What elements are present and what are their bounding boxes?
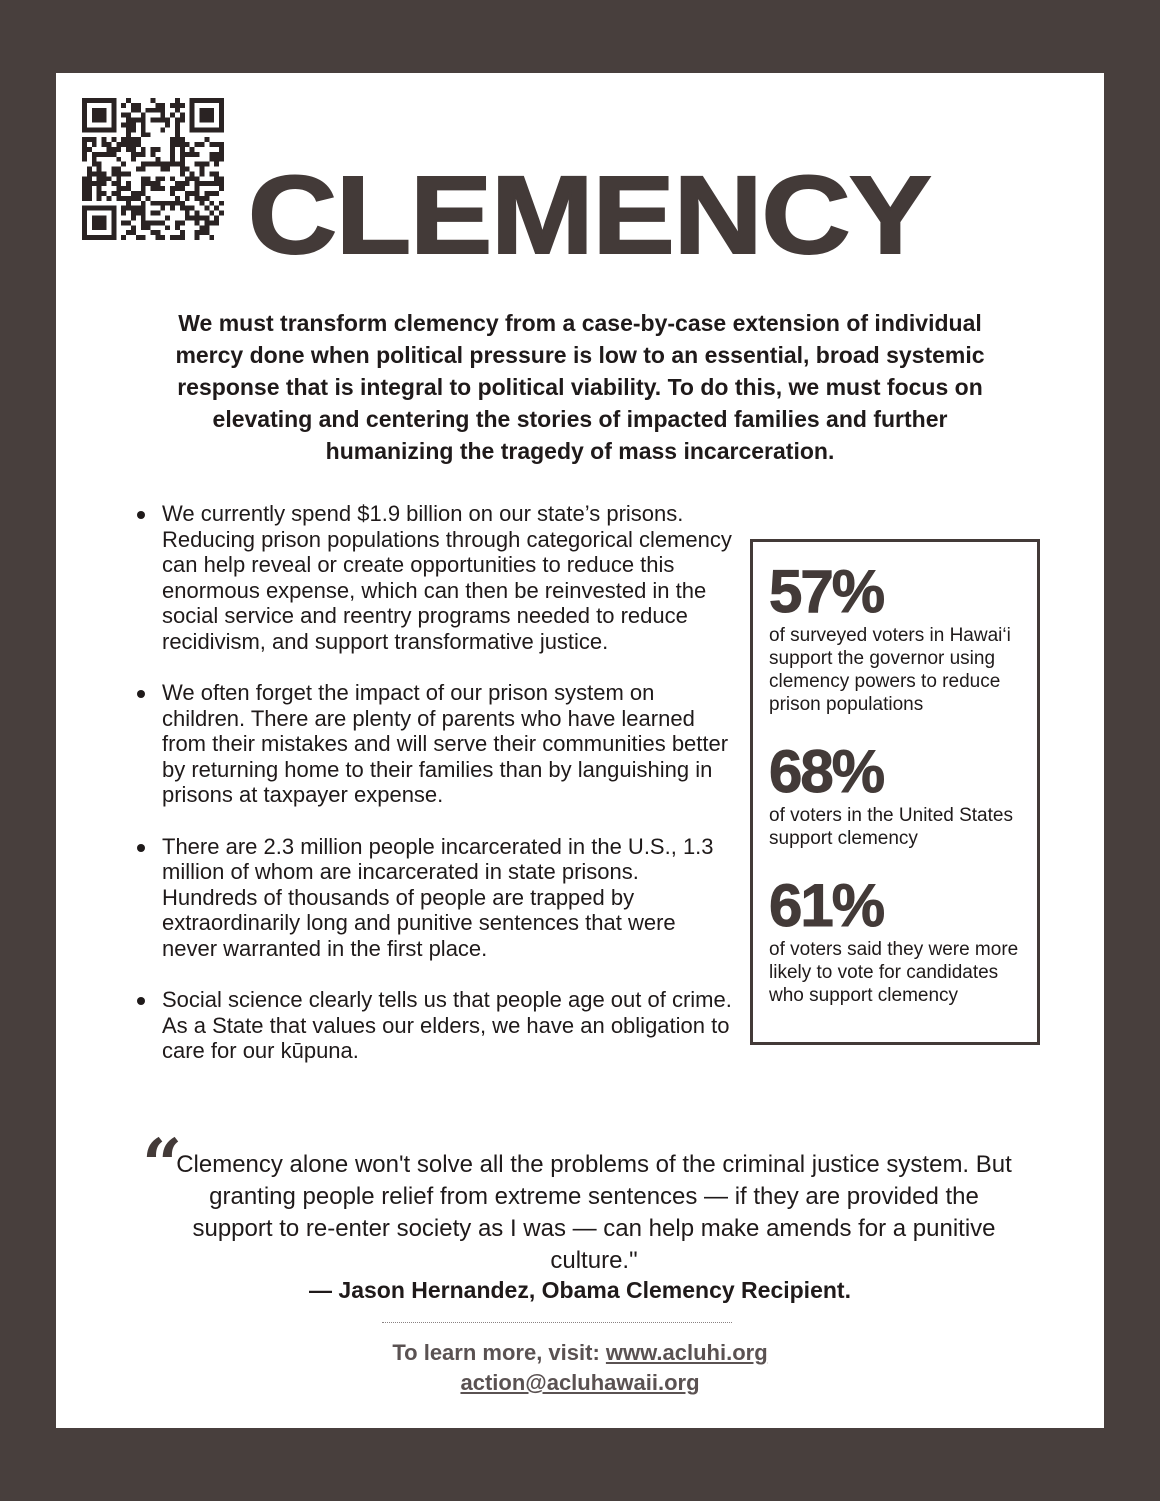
- bullet-text: We currently spend $1.9 billion on our state’s prisons. Reducing prison populations through categorical clemency can help reveal or create opportunities to reduce this enormous expense, which can then be reinvested in the social service and reentry programs needed to reduce recidivism, and support transformative justice.: [162, 501, 732, 654]
- stat-voters: [769, 872, 1037, 1007]
- bullet-text: Social science clearly tells us that people age out of crime. As a State that values our elders, we have an obligation to care for our kūpuna.: [162, 987, 732, 1063]
- stat-value: 61%: [769, 872, 884, 939]
- learn-more-label: To learn more, visit:: [392, 1340, 606, 1365]
- stat-description: of surveyed voters in Hawai‘i support the governor using clemency powers to reduce prison populations: [769, 625, 1011, 715]
- page-title: CLEMENCY: [248, 154, 931, 277]
- bullet-icon: [137, 844, 145, 852]
- website-link[interactable]: www.acluhi.org: [605, 1340, 768, 1365]
- bullet-icon: [137, 511, 145, 519]
- stats-box: [750, 539, 1040, 1045]
- bullet-icon: [137, 997, 145, 1005]
- quote-mark-icon: “: [142, 1123, 183, 1206]
- list-item: [132, 680, 732, 808]
- quote-text: Clemency alone won't solve all the problems of the criminal justice system. But granting people relief from extreme sentences — if they are provided the support to re-enter society as I was — can help make amends for a punitive culture.": [176, 1151, 1012, 1274]
- list-item: [132, 501, 732, 654]
- stat-description: of voters said they were more likely to vote for candidates who support clemency: [769, 939, 1019, 1006]
- intro-paragraph: We must transform clemency from a case-by-case extension of individual mercy done when political pressure is low to an essential, broad systemic response that is integral to political viability. To do this, we must focus on elevating and centering the stories of impacted families and further humanizing the tragedy of mass incarceration.: [175, 310, 985, 464]
- bullet-text: There are 2.3 million people incarcerated in the U.S., 1.3 million of whom are incarcerated in state prisons. Hundreds of thousands of people are trapped by extraordinarily long and punitive sentences that were never warranted in the first place.: [162, 833, 714, 961]
- bullet-icon: [137, 690, 145, 698]
- bullet-text: We often forget the impact of our prison system on children. There are plenty of parents who have learned from their mistakes and will serve their communities better by returning home to their families than by languishing in prisons at taxpayer expense.: [162, 680, 729, 807]
- flyer: [56, 73, 1104, 1428]
- stat-us: [769, 738, 1037, 850]
- stat-hawaii: [769, 558, 1037, 716]
- bullet-list: [132, 501, 732, 1090]
- stat-value: 57%: [769, 558, 884, 625]
- list-item: [132, 834, 732, 962]
- email-link[interactable]: action@acluhawaii.org: [460, 1370, 700, 1395]
- qr-code-icon[interactable]: [82, 98, 224, 240]
- list-item: [132, 987, 732, 1064]
- footer-contact: [56, 1338, 1104, 1398]
- stat-value: 68%: [769, 738, 884, 805]
- stat-description: of voters in the United States support clemency: [769, 805, 1013, 849]
- quote-attribution: — Jason Hernandez, Obama Clemency Recipient.: [309, 1277, 851, 1303]
- divider: [382, 1322, 732, 1323]
